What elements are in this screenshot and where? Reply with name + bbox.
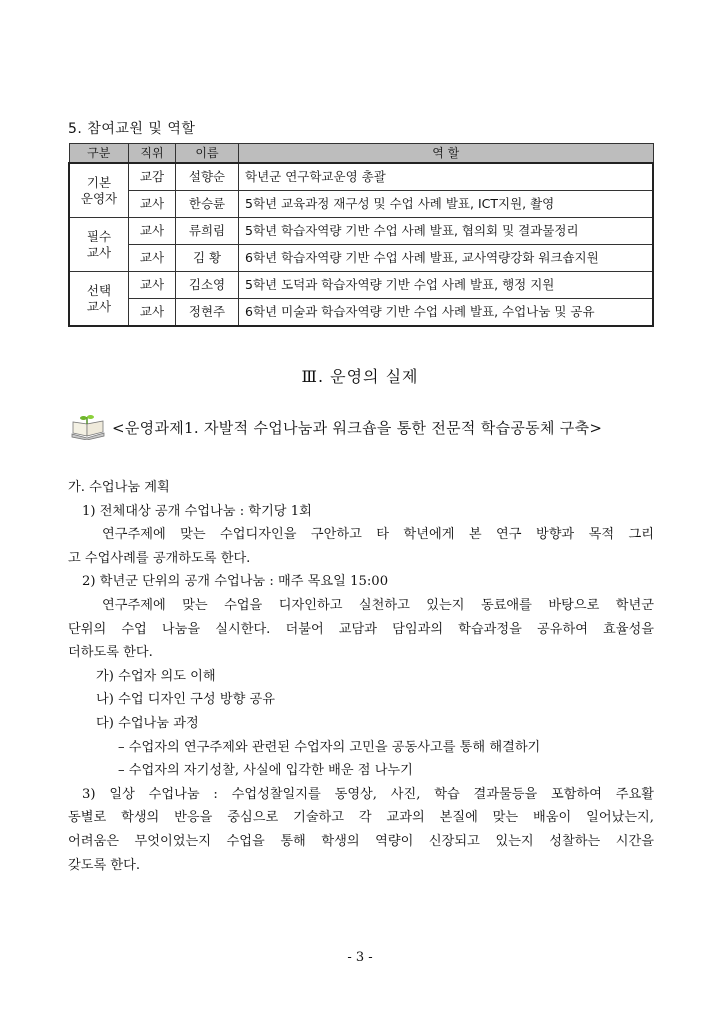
cell-role: 6학년 미술과 학습자역량 기반 수업 사례 발표, 수업나눔 및 공유 [239, 299, 654, 327]
list-item: 1) 전체대상 공개 수업나눔 : 학기당 1회 [82, 503, 312, 519]
paragraph-line: 연구주제에 맞는 수업을 디자인하고 실천하고 있는지 동료애를 바탕으로 학년군 [102, 597, 654, 613]
body-text [68, 476, 654, 877]
participants-table [68, 143, 654, 327]
paragraph-line: 동별로 학생의 반응을 중심으로 기술하고 각 교과의 본질에 맞는 배움이 일어났는지, [68, 810, 654, 826]
paragraph-line: 단위의 수업 나눔을 실시한다. 더불어 교담과 담임과의 학습과정을 공유하여 효율성을 [68, 621, 654, 637]
cell-name: 설향순 [176, 163, 239, 191]
cell-role: 5학년 학습자역량 기반 수업 사례 발표, 협의회 및 결과물정리 [239, 218, 654, 245]
cell-position: 교사 [129, 272, 176, 299]
cell-role: 5학년 교육과정 재구성 및 수업 사례 발표, ICT지원, 촬영 [239, 191, 654, 218]
list-item: – 수업자의 자기성찰, 사실에 입각한 배운 점 나누기 [118, 763, 413, 779]
cell-position: 교사 [129, 299, 176, 327]
cell-position: 교감 [129, 163, 176, 191]
group-label: 기본 운영자 [69, 163, 129, 218]
cell-name: 김소영 [176, 272, 239, 299]
cell-position: 교사 [129, 218, 176, 245]
list-item: 가) 수업자 의도 이해 [96, 668, 216, 684]
paragraph-line: 더하도록 한다. [68, 645, 153, 661]
subsection-heading: 가. 수업나눔 계획 [68, 480, 170, 495]
cell-role: 학년군 연구학교운영 총괄 [239, 163, 654, 191]
task-heading [70, 414, 602, 440]
cell-position: 교사 [129, 245, 176, 272]
paragraph-line: 연구주제에 맞는 수업디자인을 구안하고 타 학년에게 본 연구 방향과 목적 그리 [102, 527, 654, 543]
cell-role: 6학년 학습자역량 기반 수업 사례 발표, 교사역량강화 워크숍지원 [239, 245, 654, 272]
header-name: 이름 [176, 144, 239, 164]
header-category: 구분 [69, 144, 129, 164]
book-plant-icon [70, 414, 106, 440]
cell-name: 김 황 [176, 245, 239, 272]
list-item: 2) 학년군 단위의 공개 수업나눔 : 매주 목요일 15:00 [82, 574, 389, 590]
list-item: 다) 수업나눔 과정 [96, 715, 199, 731]
paragraph-line: 고 수업사례를 공개하도록 한다. [68, 550, 251, 566]
table-row [69, 191, 653, 218]
cell-position: 교사 [129, 191, 176, 218]
table-row [69, 245, 653, 272]
table-row [69, 218, 653, 245]
task-title: <운영과제1. 자발적 수업나눔과 워크숍을 통한 전문적 학습공동체 구축> [112, 418, 603, 437]
table-row [69, 299, 653, 327]
cell-name: 정현주 [176, 299, 239, 327]
group-label: 필수 교사 [69, 218, 129, 272]
list-item: – 수업자의 연구주제와 관련된 수업자의 고민을 공동사고를 통해 해결하기 [118, 739, 541, 755]
group-label: 선택 교사 [69, 272, 129, 327]
page-number: - 3 - [347, 950, 373, 965]
cell-role: 5학년 도덕과 학습자역량 기반 수업 사례 발표, 행정 지원 [239, 272, 654, 299]
list-item: 3) 일상 수업나눔 : 수업성찰일지를 동영상, 사진, 학습 결과물등을 포함하여 주요활 [82, 786, 654, 802]
list-item: 나) 수업 디자인 구성 방향 공유 [96, 692, 275, 708]
cell-name: 한승륜 [176, 191, 239, 218]
paragraph-line: 어려움은 무엇이었는지 수업을 통해 학생의 역량이 신장되고 있는지 성찰하는 시간을 [68, 833, 654, 849]
header-position: 직위 [129, 144, 176, 164]
table-row [69, 272, 653, 299]
table-header-row [69, 144, 653, 164]
table-row [69, 163, 653, 191]
header-role: 역 할 [239, 144, 654, 164]
cell-name: 류희림 [176, 218, 239, 245]
paragraph-line: 갖도록 한다. [68, 857, 141, 873]
section-title: 5. 참여교원 및 역할 [68, 121, 196, 137]
chapter-title: Ⅲ. 운영의 실제 [301, 367, 419, 386]
